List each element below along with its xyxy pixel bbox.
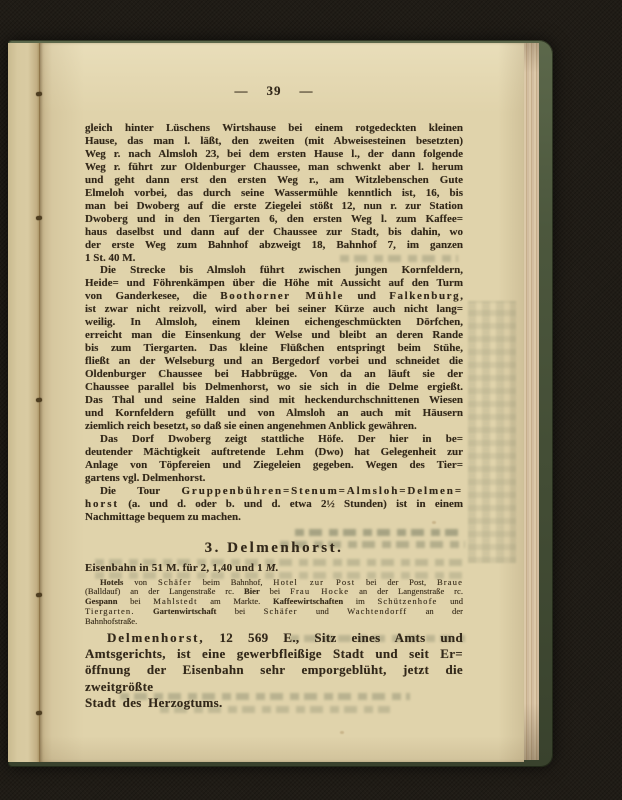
section-heading: 3. Delmenhorst. xyxy=(204,539,344,556)
text-line: Eisenbahn in 51 M. für 2, 1,40 und 1 M. xyxy=(85,561,279,574)
text-line: Die Tour Gruppenbühren=Stenum=Almsloh=Delmen= xyxy=(100,484,463,497)
text-line: Nachmittage bequem zu machen. xyxy=(85,510,241,523)
text-line: Weg r. nach Almsloh 23, bei dem ersten Hause l., der dann folgende xyxy=(85,147,463,160)
facing-page-edge xyxy=(8,43,40,762)
tour-summary-paragraph xyxy=(85,485,463,524)
text-line: Das Dorf Dwoberg zeigt stattliche Höfe. Der hier in be= xyxy=(100,432,463,445)
text-line: deutender Mächtigkeit auftretende Lehm (Dwo) hat Gelegenheit zur xyxy=(85,445,463,458)
text-line: 1 St. 40 M. xyxy=(85,251,136,264)
text-line: der erste Weg zum Bahnhof abzweigt 18, Bahnhof 7, im ganzen xyxy=(85,238,463,251)
text-line: ziemlich reich besetzt, so daß sie einen angenehmen Anblick gewähren. xyxy=(85,419,417,432)
text-line: Tiergarten. Gartenwirtschaft bei Schäfer und Wachtendorff an der xyxy=(85,605,464,616)
text-line: Oldenburger Chaussee bei Habbrügge. Von da an läuft sie der xyxy=(85,368,463,381)
paper-speck xyxy=(340,731,344,734)
text-line: Das Thal und seine Halden sind mit heckendurchschnittenen Wiesen xyxy=(85,394,463,407)
railway-info-line xyxy=(85,562,463,574)
bleed-through-margin-text xyxy=(468,301,516,563)
dwoberg-paragraph xyxy=(85,433,463,485)
text-line: (Balldauf) an der Langenstraße rc. Bier bei Frau Hocke an der Langenstraße rc. xyxy=(85,586,463,597)
text-line: gartens vgl. Delmenhorst. xyxy=(85,471,206,484)
text-line: öffnung der Eisenbahn sehr emporgeblüht, jetzt die zweitgrößte xyxy=(85,662,463,694)
text-line: und Kornfeldern gefüllt und von Almsloh an auch mit Häusern xyxy=(85,406,463,419)
text-line: Delmenhorst, 12 569 E., Sitz eines Amts und xyxy=(107,629,463,645)
text-line: bis zum Tiergarten. Das kleine Flüßchen entspringt beim Stühe, xyxy=(85,342,463,355)
text-line: erreicht man die Einsenkung der Welse und bleibt an deren Rande xyxy=(85,329,463,342)
text-line: Gespann bei Mahlstedt am Markte. Kaffeewirtschaften im Schützenhofe und xyxy=(85,596,464,607)
route-continuation-paragraph xyxy=(85,122,463,264)
text-line: gleich hinter Lüschens Wirtshause bei einem rotgedeckten kleinen xyxy=(85,122,463,134)
text-line: horst (a. und d. oder b. und d. etwa 2½ Stunden) ist in einem xyxy=(85,497,463,510)
text-line: Die Strecke bis Almsloh führt zwischen jungen Kornfeldern, xyxy=(100,264,463,277)
gutter-crease xyxy=(39,43,40,762)
book xyxy=(8,40,553,767)
page-number-row xyxy=(85,83,463,99)
text-line: haus daselbst und dann auf der Chaussee zur Stadt, bis dahin, wo xyxy=(85,225,463,238)
text-line: von Ganderkesee, die Boothorner Mühle und Falkenburg, xyxy=(85,290,463,303)
text-line: Hotels von Schäfer beim Bahnhof, Hotel zur Post bei der Post, Braue xyxy=(100,576,463,587)
text-line: Weg r. führt zur Oldenburger Chaussee, man schwenkt aber l. herum xyxy=(85,160,463,173)
text-line: Heide= und Föhrenkämpen über die Höhe mit Aussicht auf den Turm xyxy=(85,277,463,290)
text-line: fließt an der Welseburg und an Bergedorf vorbei und schneidet die xyxy=(85,355,463,368)
book-page xyxy=(40,43,524,762)
text-line: Anlage von Töpfereien und Ziegeleien gegeben. Wegen des Tier= xyxy=(85,458,463,471)
page-number: 39 xyxy=(266,83,282,98)
page-stack-fore-edge xyxy=(524,43,539,760)
text-line: weilig. In Almsloh, einem kleinen eichengeschmückten Dörfchen, xyxy=(85,316,463,329)
text-line: Bahnhofstraße. xyxy=(85,615,138,626)
text-line: und geht dann erst den ersten Weg r., am Witzlebenschen Gute xyxy=(85,173,463,186)
text-line: Dwoberg und in den Tiergarten 6, den ersten Weg l. zum Kaffee= xyxy=(85,212,463,225)
body-text xyxy=(85,122,463,524)
text-line: Chaussee parallel bis Delmenhorst, wo sie sich in die Delme ergießt. xyxy=(85,381,463,394)
text-line: Stadt des Herzogtums. xyxy=(85,695,223,711)
almsloh-strecke-paragraph xyxy=(85,264,463,432)
page-number-dash-right: — xyxy=(299,83,314,98)
page-number-dash-left: — xyxy=(234,83,249,98)
text-line: Elmeloh vorbei, das durch seine Wassermühle kenntlich ist, 16, bis xyxy=(85,186,463,199)
text-line: ist zwar nicht reizvoll, wird aber bei seiner Kürze auch nicht lang= xyxy=(85,303,463,316)
text-column xyxy=(85,43,463,712)
hotels-note xyxy=(85,578,463,627)
town-entry-paragraph xyxy=(85,630,463,712)
text-line: Amtsgerichts, ist eine gewerbfleißige Stadt und seit Er= xyxy=(85,645,463,661)
text-line: man bei Dwoberg auf die erste Ziegelei stößt 12, nun r. zur Station xyxy=(85,199,463,212)
text-line: Hause, das man l. läßt, den zweiten (mit Abweisesteinen besetzten) xyxy=(85,134,463,147)
